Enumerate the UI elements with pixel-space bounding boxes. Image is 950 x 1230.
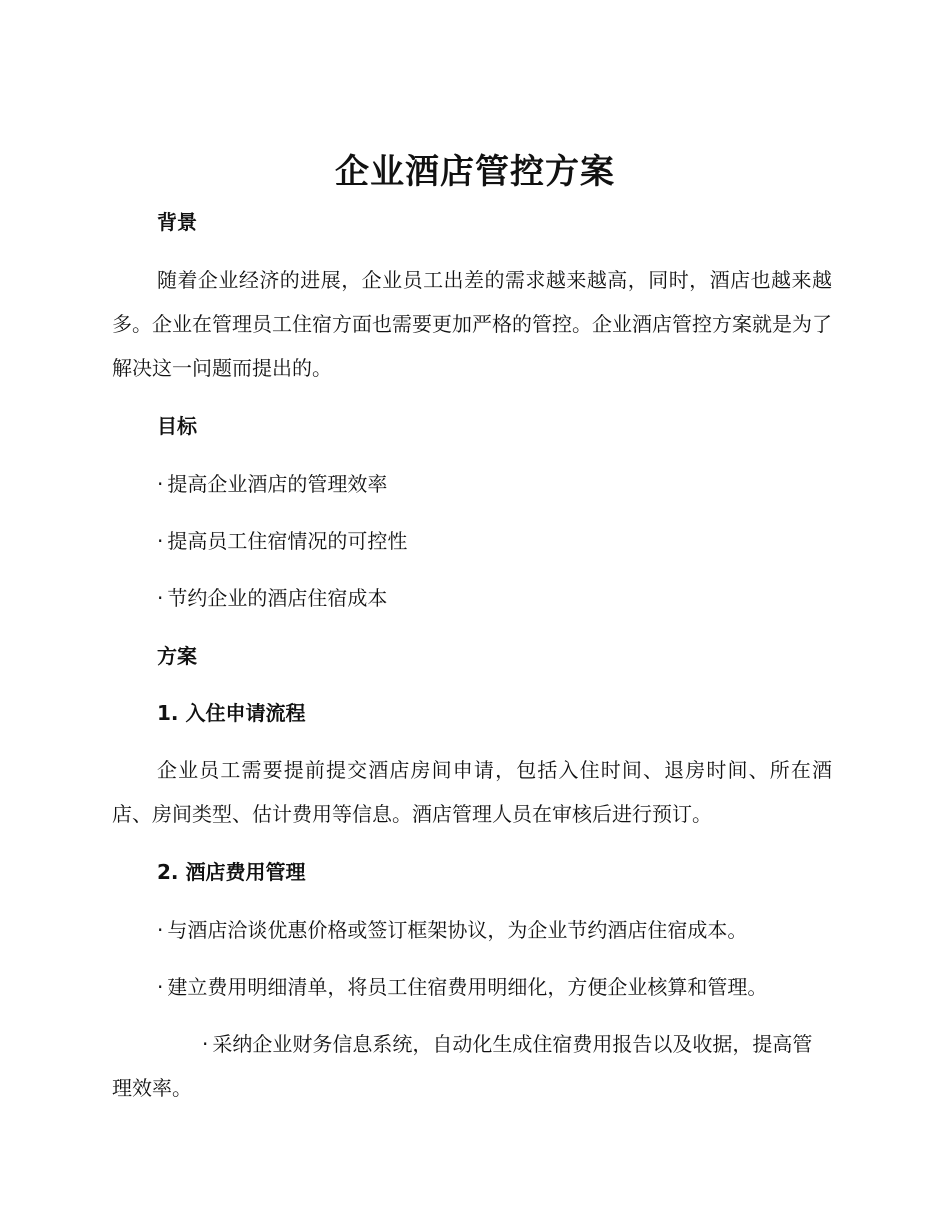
- section-heading-background: 背景: [157, 210, 197, 234]
- goal-item-text: 提高员工住宿情况的可控性: [167, 529, 408, 553]
- goal-item: [157, 584, 387, 612]
- expense-item-text: 与酒店洽谈优惠价格或签订框架协议，为企业节约酒店住宿成本。: [167, 918, 748, 942]
- subsection-heading-checkin: 1. 入住申请流程: [157, 701, 306, 725]
- expense-item-text: 建立费用明细清单，将员工住宿费用明细化，方便企业核算和管理。: [167, 975, 768, 999]
- section-heading-plan: 方案: [157, 644, 197, 668]
- document-title: 企业酒店管控方案: [335, 152, 615, 192]
- goal-item-text: 提高企业酒店的管理效率: [167, 472, 388, 496]
- bullet-dot: ·: [202, 1032, 209, 1056]
- bullet-dot: ·: [157, 472, 164, 496]
- goal-item-text: 节约企业的酒店住宿成本: [167, 586, 388, 610]
- expense-item: [112, 1022, 832, 1110]
- checkin-paragraph: 企业员工需要提前提交酒店房间申请，包括入住时间、退房时间、所在酒店、房间类型、估计费用等信息。酒店管理人员在审核后进行预订。: [112, 758, 832, 826]
- goal-item: [157, 470, 387, 498]
- background-paragraph: 随着企业经济的进展，企业员工出差的需求越来越高，同时，酒店也越来越多。企业在管理员工住宿方面也需要更加严格的管控。企业酒店管控方案就是为了解决这一问题而提出的。: [112, 268, 832, 380]
- goal-item: [157, 527, 407, 555]
- subsection-heading-expense: 2. 酒店费用管理: [157, 860, 306, 884]
- bullet-dot: ·: [157, 586, 164, 610]
- expense-item-text: 采纳企业财务信息系统，自动化生成住宿费用报告以及收据，提高管理效率。: [112, 1032, 813, 1100]
- expense-item: [157, 916, 747, 944]
- bullet-dot: ·: [157, 529, 164, 553]
- bullet-dot: ·: [157, 918, 164, 942]
- section-heading-goals: 目标: [157, 414, 197, 438]
- bullet-dot: ·: [157, 975, 164, 999]
- expense-item: [157, 973, 767, 1001]
